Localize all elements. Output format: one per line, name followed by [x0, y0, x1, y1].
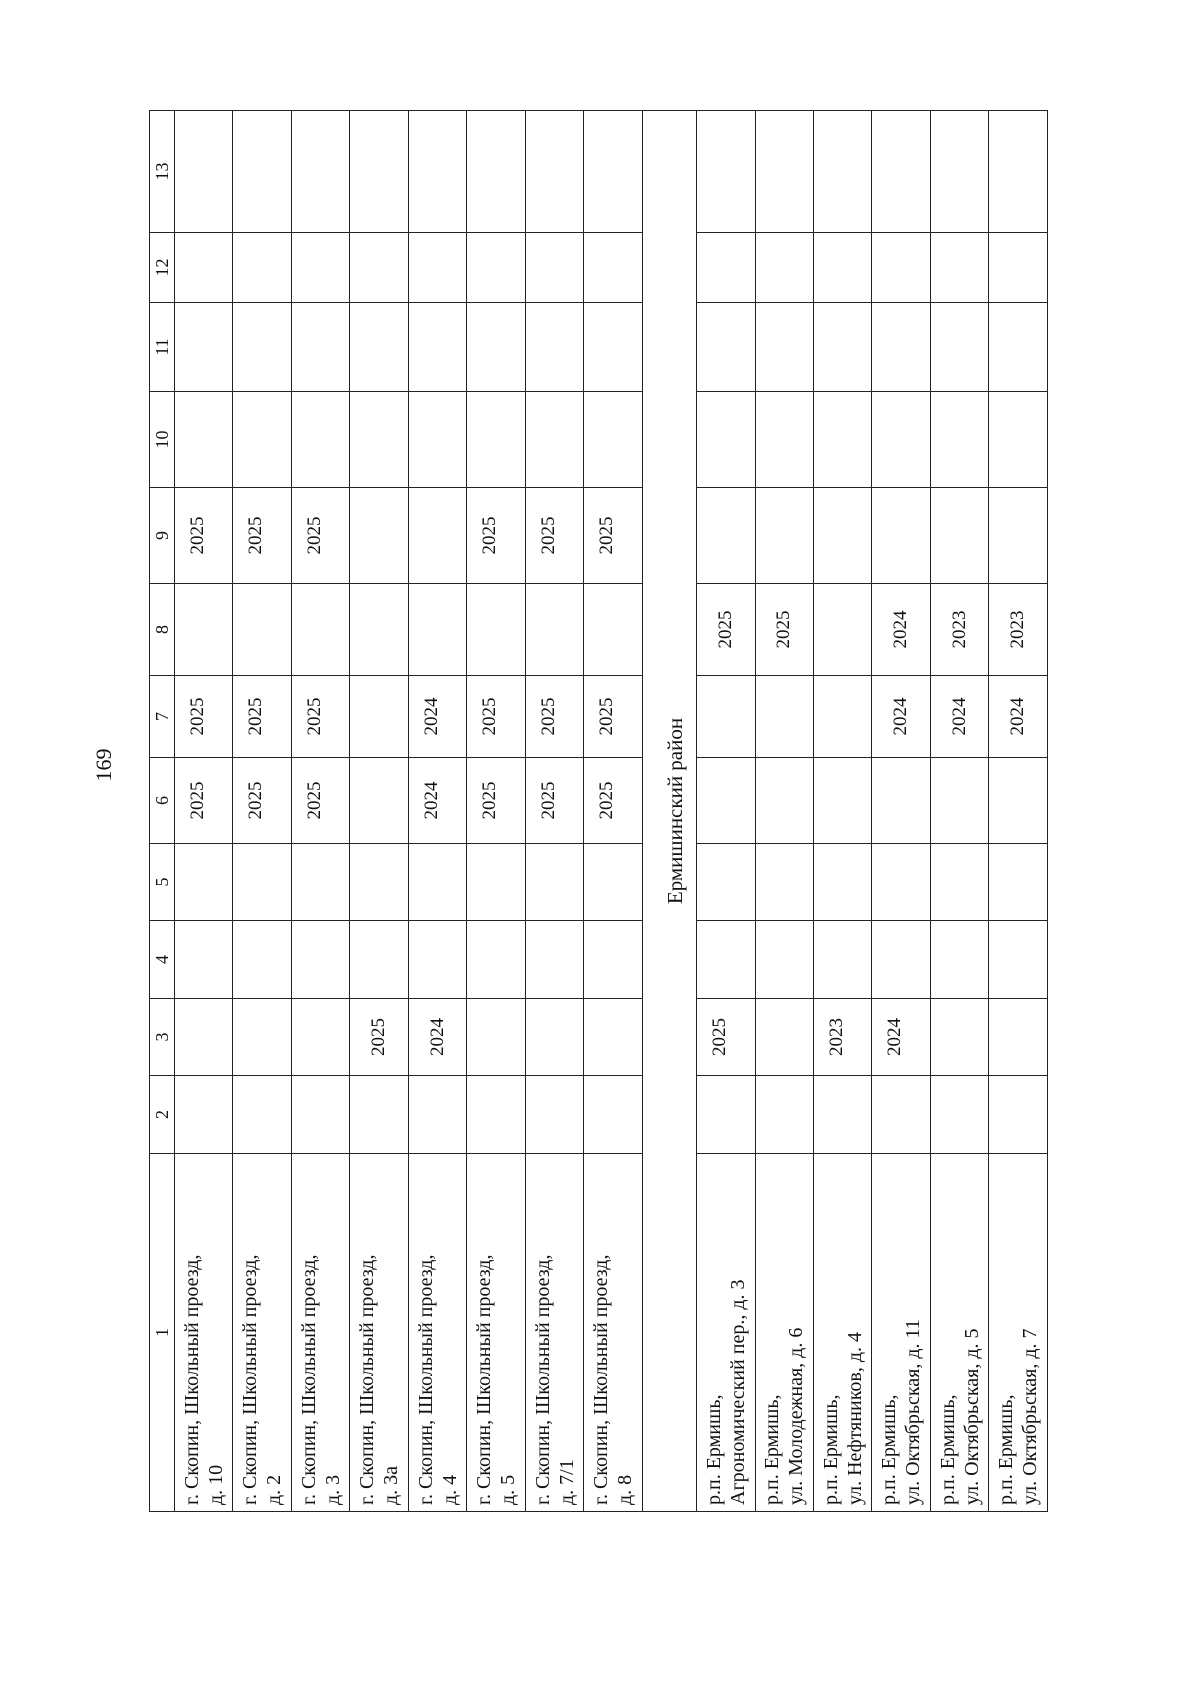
cell-col-10	[930, 392, 988, 488]
cell-col-8	[467, 584, 525, 676]
cell-col-3	[930, 999, 988, 1076]
cell-col-10	[291, 392, 349, 488]
address-line: р.п. Ермишь,	[819, 1394, 842, 1505]
cell-col-4	[755, 921, 813, 999]
cell-col-2	[989, 1076, 1048, 1154]
cell-col-4	[697, 921, 755, 999]
table-row	[467, 111, 525, 1512]
table-row	[872, 111, 930, 1512]
address-line: д. 2	[263, 1474, 286, 1505]
cell-col-4	[525, 921, 583, 999]
table-row	[525, 111, 583, 1512]
cell-col-2	[697, 1076, 755, 1154]
cell-col-3: 2024	[872, 999, 930, 1076]
cell-col-11	[525, 303, 583, 392]
header-col-5: 5	[150, 844, 175, 921]
cell-col-8	[233, 584, 291, 676]
cell-col-12	[697, 233, 755, 303]
table-row	[930, 111, 988, 1512]
cell-col-10	[814, 392, 872, 488]
cell-col-4	[291, 921, 349, 999]
cell-col-11	[755, 303, 813, 392]
cell-col-11	[814, 303, 872, 392]
cell-col-6	[989, 758, 1048, 844]
region-row	[642, 111, 696, 1512]
cell-col-6: 2025	[584, 758, 642, 844]
cell-col-7: 2025	[233, 676, 291, 758]
address-line: д. 3	[321, 1474, 344, 1505]
cell-col-11	[408, 303, 466, 392]
cell-col-11	[930, 303, 988, 392]
header-row	[150, 111, 175, 1512]
header-col-3: 3	[150, 999, 175, 1076]
cell-col-8: 2025	[697, 584, 755, 676]
cell-col-10	[408, 392, 466, 488]
cell-col-2	[755, 1076, 813, 1154]
address-line: д. 10	[204, 1464, 227, 1505]
address-line: Агрономический пер., д. 3	[726, 1279, 749, 1505]
header-col-11: 11	[150, 303, 175, 392]
address-cell	[408, 1154, 466, 1512]
address-line: г. Скопин, Школьный проезд,	[180, 1254, 203, 1505]
cell-col-13	[872, 111, 930, 233]
header-col-4: 4	[150, 921, 175, 999]
address-cell	[350, 1154, 408, 1512]
cell-col-8	[175, 584, 233, 676]
cell-col-7: 2025	[584, 676, 642, 758]
address-cell	[467, 1154, 525, 1512]
address-cell	[930, 1154, 988, 1512]
table-row	[350, 111, 408, 1512]
table-row	[697, 111, 755, 1512]
cell-col-5	[525, 844, 583, 921]
cell-col-6	[697, 758, 755, 844]
header-col-10: 10	[150, 392, 175, 488]
cell-col-2	[291, 1076, 349, 1154]
cell-col-10	[989, 392, 1048, 488]
address-line: г. Скопин, Школьный проезд,	[297, 1254, 320, 1505]
cell-col-6	[814, 758, 872, 844]
cell-col-3	[755, 999, 813, 1076]
header-col-6: 6	[150, 758, 175, 844]
cell-col-12	[291, 233, 349, 303]
address-cell	[525, 1154, 583, 1512]
cell-col-7	[814, 676, 872, 758]
address-line: р.п. Ермишь,	[761, 1394, 784, 1505]
cell-col-7: 2025	[467, 676, 525, 758]
cell-col-10	[525, 392, 583, 488]
address-line: г. Скопин, Школьный проезд,	[590, 1254, 613, 1505]
cell-col-8	[525, 584, 583, 676]
cell-col-9	[872, 488, 930, 584]
cell-col-5	[814, 844, 872, 921]
schedule-table	[149, 110, 1048, 1512]
cell-col-3	[584, 999, 642, 1076]
page-number: 169	[91, 748, 116, 782]
cell-col-7: 2024	[930, 676, 988, 758]
cell-col-13	[814, 111, 872, 233]
cell-col-10	[350, 392, 408, 488]
cell-col-4	[584, 921, 642, 999]
cell-col-7	[755, 676, 813, 758]
cell-col-10	[755, 392, 813, 488]
address-line: г. Скопин, Школьный проезд,	[414, 1254, 437, 1505]
cell-col-6: 2025	[233, 758, 291, 844]
cell-col-6: 2025	[291, 758, 349, 844]
cell-col-5	[584, 844, 642, 921]
cell-col-8	[291, 584, 349, 676]
cell-col-5	[989, 844, 1048, 921]
cell-col-10	[697, 392, 755, 488]
cell-col-9: 2025	[175, 488, 233, 584]
address-line: д. 5	[497, 1474, 520, 1505]
address-cell	[814, 1154, 872, 1512]
cell-col-12	[872, 233, 930, 303]
cell-col-9	[930, 488, 988, 584]
cell-col-12	[525, 233, 583, 303]
cell-col-9	[697, 488, 755, 584]
cell-col-2	[350, 1076, 408, 1154]
table-row	[291, 111, 349, 1512]
cell-col-9: 2025	[233, 488, 291, 584]
cell-col-10	[467, 392, 525, 488]
address-line: ул. Октябрьская, д. 11	[902, 1319, 925, 1505]
cell-col-13	[291, 111, 349, 233]
cell-col-11	[350, 303, 408, 392]
cell-col-4	[233, 921, 291, 999]
cell-col-10	[872, 392, 930, 488]
cell-col-3	[989, 999, 1048, 1076]
cell-col-11	[233, 303, 291, 392]
address-line: ул. Нефтяников, д. 4	[843, 1331, 866, 1505]
cell-col-7	[350, 676, 408, 758]
cell-col-13	[755, 111, 813, 233]
cell-col-11	[291, 303, 349, 392]
cell-col-9: 2025	[467, 488, 525, 584]
cell-col-3: 2023	[814, 999, 872, 1076]
address-line: р.п. Ермишь,	[878, 1394, 901, 1505]
cell-col-12	[233, 233, 291, 303]
cell-col-12	[814, 233, 872, 303]
cell-col-7: 2025	[291, 676, 349, 758]
address-cell	[697, 1154, 755, 1512]
address-line: д. 3а	[380, 1465, 403, 1505]
cell-col-2	[930, 1076, 988, 1154]
cell-col-3: 2025	[350, 999, 408, 1076]
cell-col-3	[525, 999, 583, 1076]
address-cell	[291, 1154, 349, 1512]
cell-col-11	[467, 303, 525, 392]
cell-col-6	[872, 758, 930, 844]
cell-col-13	[697, 111, 755, 233]
cell-col-3	[291, 999, 349, 1076]
cell-col-5	[350, 844, 408, 921]
cell-col-7: 2024	[408, 676, 466, 758]
address-line: г. Скопин, Школьный проезд,	[356, 1254, 379, 1505]
cell-col-8: 2024	[872, 584, 930, 676]
cell-col-12	[930, 233, 988, 303]
address-line: ул. Молодежная, д. 6	[785, 1327, 808, 1505]
header-col-9: 9	[150, 488, 175, 584]
cell-col-3	[467, 999, 525, 1076]
table-row	[584, 111, 642, 1512]
address-cell	[755, 1154, 813, 1512]
cell-col-6	[755, 758, 813, 844]
cell-col-5	[467, 844, 525, 921]
cell-col-6: 2025	[467, 758, 525, 844]
cell-col-8: 2025	[755, 584, 813, 676]
table-row	[408, 111, 466, 1512]
address-line: р.п. Ермишь,	[995, 1394, 1018, 1505]
cell-col-4	[350, 921, 408, 999]
cell-col-4	[175, 921, 233, 999]
address-line: д. 8	[614, 1474, 637, 1505]
header-col-8: 8	[150, 584, 175, 676]
cell-col-12	[584, 233, 642, 303]
cell-col-13	[467, 111, 525, 233]
cell-col-4	[467, 921, 525, 999]
cell-col-2	[525, 1076, 583, 1154]
cell-col-9	[408, 488, 466, 584]
address-cell	[584, 1154, 642, 1512]
cell-col-11	[872, 303, 930, 392]
cell-col-5	[408, 844, 466, 921]
address-cell	[175, 1154, 233, 1512]
cell-col-9: 2025	[291, 488, 349, 584]
cell-col-8	[350, 584, 408, 676]
cell-col-13	[989, 111, 1048, 233]
cell-col-2	[814, 1076, 872, 1154]
cell-col-5	[755, 844, 813, 921]
cell-col-10	[233, 392, 291, 488]
cell-col-5	[930, 844, 988, 921]
address-line: г. Скопин, Школьный проезд,	[531, 1254, 554, 1505]
cell-col-13	[175, 111, 233, 233]
cell-col-13	[408, 111, 466, 233]
cell-col-12	[467, 233, 525, 303]
cell-col-5	[291, 844, 349, 921]
address-line: ул. Октябрьская, д. 7	[1019, 1328, 1042, 1505]
cell-col-6: 2025	[175, 758, 233, 844]
cell-col-11	[584, 303, 642, 392]
cell-col-7: 2024	[872, 676, 930, 758]
cell-col-3	[233, 999, 291, 1076]
cell-col-8	[814, 584, 872, 676]
cell-col-2	[872, 1076, 930, 1154]
cell-col-3: 2024	[408, 999, 466, 1076]
cell-col-10	[584, 392, 642, 488]
cell-col-12	[755, 233, 813, 303]
cell-col-11	[697, 303, 755, 392]
cell-col-9	[814, 488, 872, 584]
cell-col-9: 2025	[525, 488, 583, 584]
header-col-1: 1	[150, 1154, 175, 1512]
cell-col-6: 2024	[408, 758, 466, 844]
address-cell	[233, 1154, 291, 1512]
cell-col-8	[408, 584, 466, 676]
header-col-7: 7	[150, 676, 175, 758]
cell-col-9: 2025	[584, 488, 642, 584]
header-col-12: 12	[150, 233, 175, 303]
cell-col-8: 2023	[989, 584, 1048, 676]
cell-col-11	[175, 303, 233, 392]
cell-col-6: 2025	[525, 758, 583, 844]
address-line: г. Скопин, Школьный проезд,	[239, 1254, 262, 1505]
table-row	[175, 111, 233, 1512]
cell-col-6	[930, 758, 988, 844]
cell-col-2	[233, 1076, 291, 1154]
cell-col-11	[989, 303, 1048, 392]
cell-col-2	[467, 1076, 525, 1154]
cell-col-10	[175, 392, 233, 488]
table-row	[814, 111, 872, 1512]
cell-col-4	[814, 921, 872, 999]
document-sheet	[149, 111, 1048, 1512]
table-row	[233, 111, 291, 1512]
address-line: г. Скопин, Школьный проезд,	[473, 1254, 496, 1505]
cell-col-4	[872, 921, 930, 999]
cell-col-9	[989, 488, 1048, 584]
address-cell	[872, 1154, 930, 1512]
cell-col-4	[930, 921, 988, 999]
table-row	[989, 111, 1048, 1512]
cell-col-2	[175, 1076, 233, 1154]
cell-col-12	[989, 233, 1048, 303]
header-col-2: 2	[150, 1076, 175, 1154]
cell-col-6	[350, 758, 408, 844]
address-line: ул. Октябрьская, д. 5	[960, 1328, 983, 1505]
table-row	[755, 111, 813, 1512]
cell-col-13	[350, 111, 408, 233]
cell-col-2	[408, 1076, 466, 1154]
cell-col-8	[584, 584, 642, 676]
address-line: д. 7/1	[555, 1459, 578, 1505]
cell-col-7: 2025	[525, 676, 583, 758]
cell-col-5	[697, 844, 755, 921]
cell-col-3: 2025	[697, 999, 755, 1076]
cell-col-8: 2023	[930, 584, 988, 676]
cell-col-7	[697, 676, 755, 758]
cell-col-13	[233, 111, 291, 233]
cell-col-4	[989, 921, 1048, 999]
cell-col-9	[350, 488, 408, 584]
address-line: р.п. Ермишь,	[702, 1394, 725, 1505]
cell-col-12	[175, 233, 233, 303]
cell-col-5	[233, 844, 291, 921]
address-line: д. 4	[438, 1474, 461, 1505]
address-line: р.п. Ермишь,	[936, 1394, 959, 1505]
cell-col-7: 2025	[175, 676, 233, 758]
address-cell	[989, 1154, 1048, 1512]
region-heading: Ермишинский район	[642, 111, 696, 1512]
cell-col-5	[872, 844, 930, 921]
cell-col-12	[350, 233, 408, 303]
cell-col-7: 2024	[989, 676, 1048, 758]
header-col-13: 13	[150, 111, 175, 233]
cell-col-4	[408, 921, 466, 999]
cell-col-2	[584, 1076, 642, 1154]
cell-col-3	[175, 999, 233, 1076]
cell-col-5	[175, 844, 233, 921]
cell-col-9	[755, 488, 813, 584]
cell-col-13	[525, 111, 583, 233]
cell-col-13	[930, 111, 988, 233]
cell-col-12	[408, 233, 466, 303]
cell-col-13	[584, 111, 642, 233]
